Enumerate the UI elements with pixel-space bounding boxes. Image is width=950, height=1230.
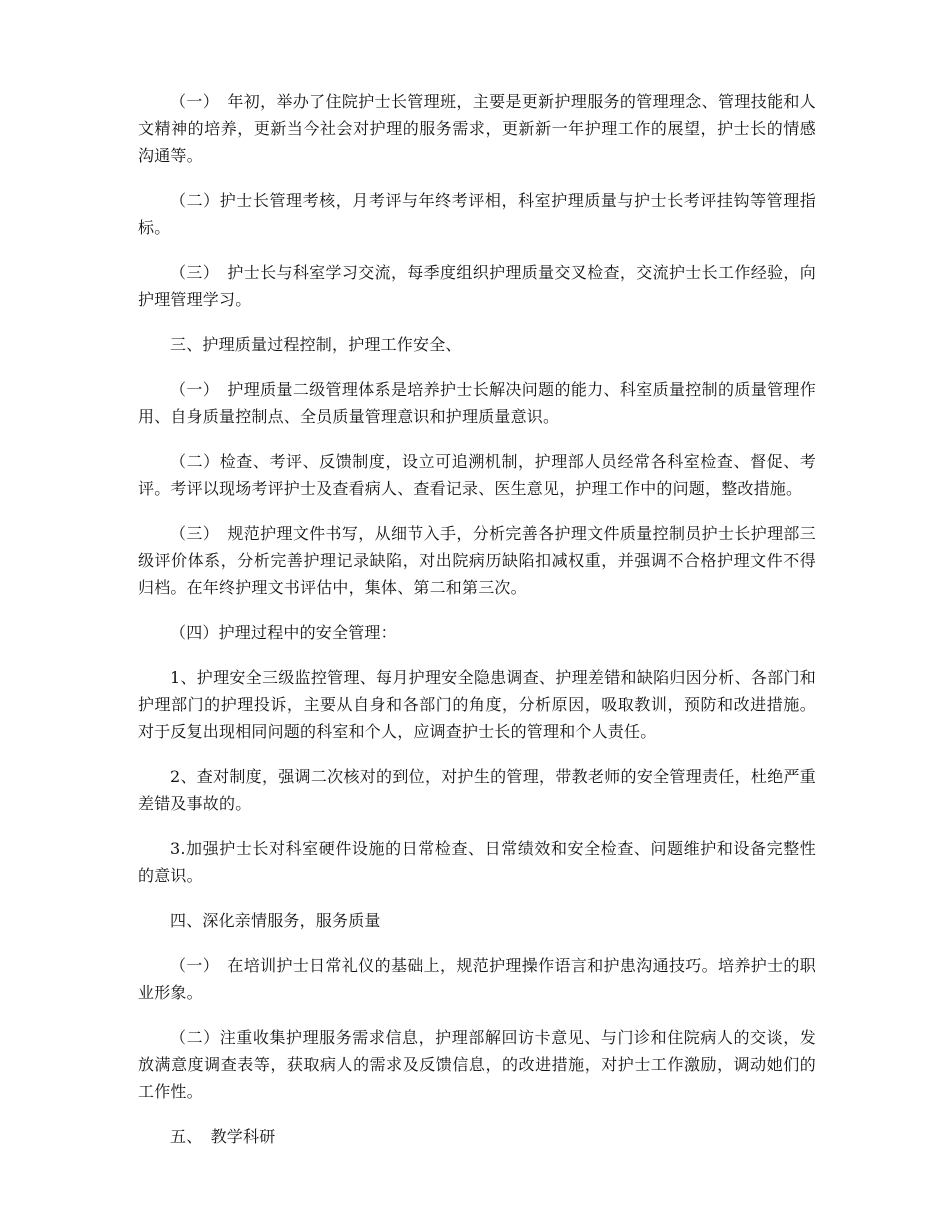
section-heading-3: 三、护理质量过程控制，护理工作安全、 <box>170 335 462 354</box>
subsection-heading-4: （四）护理过程中的安全管理： <box>170 623 397 642</box>
paragraph-10: 2、查对制度，强调二次核对的到位，对护生的管理，带教老师的安全管理责任，杜绝严重差错及事故的。 <box>138 767 816 813</box>
paragraph-5: （一） 护理质量二级管理体系是培养护士长解决问题的能力、科室质量控制的质量管理作用、自身质量控制点、全员质量管理意识和护理质量意识。 <box>138 380 816 426</box>
paragraph-9: 1、护理安全三级监控管理、每月护理安全隐患调查、护理差错和缺陷归因分析、各部门和护理部门的护理投诉，主要从自身和各部门的角度，分析原因，吸取教训，预防和改进措施。对于反复出现相同问题的科室和个人，应调查护士长的管理和个人责任。 <box>138 668 816 741</box>
paragraph-6: （二）检查、考评、反馈制度，设立可追溯机制，护理部人员经常各科室检查、督促、考评。考评以现场考评护士及查看病人、查看记录、医生意见，护理工作中的问题，整改措施。 <box>138 452 816 498</box>
section-heading-5: 五、 教学科研 <box>170 1127 276 1146</box>
paragraph-2: （二）护士长管理考核，月考评与年终考评相，科室护理质量与护士长考评挂钩等管理指标。 <box>138 191 816 237</box>
paragraph-13: （一） 在培训护士日常礼仪的基础上，规范护理操作语言和护患沟通技巧。培养护士的职业形象。 <box>138 956 816 1002</box>
paragraph-11: 3.加强护士长对科室硬件设施的日常检查、日常绩效和安全检查、问题维护和设备完整性的意识。 <box>138 839 816 885</box>
paragraph-7: （三） 规范护理文件书写，从细节入手，分析完善各护理文件质量控制员护士长护理部三级评价体系，分析完善护理记录缺陷，对出院病历缺陷扣减权重，并强调不合格护理文件不得归档。在年终护理文书评估中，集体、第二和第三次。 <box>138 524 816 597</box>
document-body <box>138 88 816 1168</box>
section-heading-4: 四、深化亲情服务，服务质量 <box>170 911 381 930</box>
paragraph-14: （二）注重收集护理服务需求信息，护理部解回访卡意见、与门诊和住院病人的交谈，发放满意度调查表等，获取病人的需求及反馈信息，的改进措施，对护士工作激励，调动她们的工作性。 <box>138 1028 816 1101</box>
paragraph-3: （三） 护士长与科室学习交流，每季度组织护理质量交叉检查，交流护士长工作经验，向护理管理学习。 <box>138 263 816 309</box>
paragraph-1: （一） 年初，举办了住院护士长管理班，主要是更新护理服务的管理理念、管理技能和人文精神的培养，更新当今社会对护理的服务需求，更新新一年护理工作的展望，护士长的情感沟通等。 <box>138 92 816 165</box>
